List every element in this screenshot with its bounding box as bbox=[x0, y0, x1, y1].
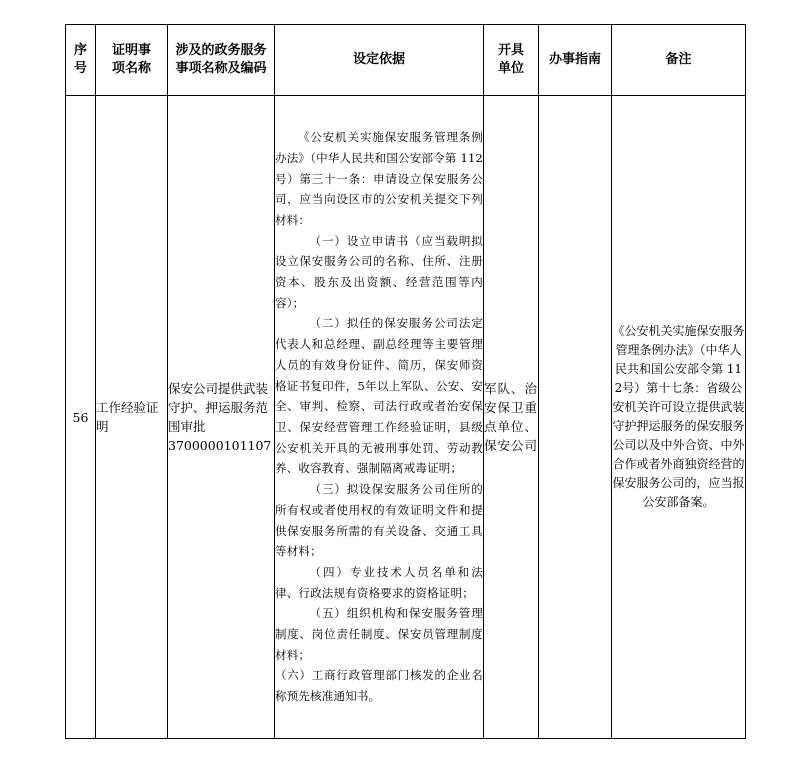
header-row bbox=[66, 25, 746, 96]
basis-paragraph: （三）拟设保安服务公司住所的所有权或者使用权的有效证明文件和提供保安服务所需的有关设备、交通工具等材料； bbox=[275, 482, 483, 559]
cell-basis bbox=[275, 96, 484, 739]
header-note: 备注 bbox=[612, 25, 746, 96]
certificate-table bbox=[65, 24, 746, 739]
header-issuer: 开具单位 bbox=[484, 25, 539, 96]
cell-issuer: 军队、治安保卫重点单位、保安公司 bbox=[484, 96, 539, 739]
basis-paragraph: （二）拟任的保安服务公司法定代表人和总经理、副总经理等主要管理人员的有效身份证件、简历，保安师资格证书复印件，5年以上军队、公安、安全、审判、检察、司法行政或者治安保卫、保安经营管理工作经验证明，县级公安机关开具的无被刑事处罚、劳动教养、收容教育、强制隔离戒毒证明； bbox=[275, 316, 483, 476]
header-seq: 序号 bbox=[66, 25, 96, 96]
cell-seq: 56 bbox=[66, 96, 96, 739]
header-cert-name: 证明事项名称 bbox=[96, 25, 168, 96]
basis-paragraph: 《公安机关实施保安服务管理条例办法》（中华人民共和国公安部令第 112号）第三十一条：申请设立保安服务公司，应当向设区市的公安机关提交下列材料： bbox=[275, 130, 483, 227]
cell-cert-name: 工作经验证明 bbox=[96, 96, 168, 739]
header-gov-item: 涉及的政务服务事项名称及编码 bbox=[168, 25, 275, 96]
header-basis: 设定依据 bbox=[275, 25, 484, 96]
cell-note: 《公安机关实施保安服务管理条例办法》（中华人民共和国公安部令第 112号）第十七条：省级公安机关许可设立提供武装守护押运服务的保安服务公司以及中外合资、中外合作或者外商独资经营的保安服务公司的，应当报公安部备案。 bbox=[612, 96, 746, 739]
table-row bbox=[66, 96, 746, 739]
cell-guide bbox=[539, 96, 612, 739]
header-guide: 办事指南 bbox=[539, 25, 612, 96]
cell-gov-item bbox=[168, 96, 275, 739]
basis-paragraph: （四）专业技术人员名单和法律、行政法规有资格要求的资格证明； bbox=[275, 564, 483, 600]
basis-paragraph: （五）组织机构和保安服务管理制度、岗位责任制度、保安员管理制度材料； bbox=[275, 606, 483, 662]
gov-item-code: 3700000101107 bbox=[168, 438, 272, 453]
gov-item-name: 保安公司提供武装守护、押运服务范围审批 bbox=[168, 381, 269, 434]
basis-paragraph: （六）工商行政管理部门核发的企业名称预先核准通知书。 bbox=[275, 668, 483, 704]
basis-paragraph: （一）设立申请书（应当载明拟设立保安服务公司的名称、住所、注册资本、股东及出资额、经营范围等内容）； bbox=[275, 233, 483, 310]
